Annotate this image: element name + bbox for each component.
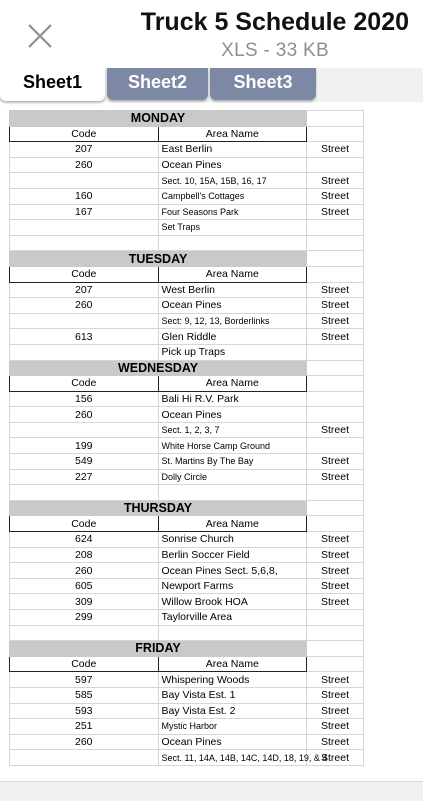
- area-name-cell[interactable]: Dolly Circle: [158, 469, 307, 485]
- area-name-cell[interactable]: Sect. 1, 2, 3, 7: [158, 422, 307, 438]
- table-row: [10, 142, 364, 158]
- empty-cell: [307, 656, 364, 672]
- code-cell[interactable]: 585: [10, 687, 159, 703]
- area-name-cell[interactable]: [158, 485, 307, 501]
- area-name-cell[interactable]: Ocean Pines: [158, 407, 307, 423]
- table-row: [10, 734, 364, 750]
- table-row: [10, 454, 364, 470]
- day-header-row: [10, 251, 364, 267]
- service-type-cell[interactable]: Street: [307, 469, 364, 485]
- service-type-cell[interactable]: Street: [307, 298, 364, 314]
- code-cell[interactable]: 208: [10, 547, 159, 563]
- service-type-cell[interactable]: Street: [307, 703, 364, 719]
- service-type-cell[interactable]: Street: [307, 547, 364, 563]
- area-name-cell[interactable]: Campbell's Cottages: [158, 188, 307, 204]
- day-name: WEDNESDAY: [10, 360, 307, 376]
- code-cell[interactable]: [10, 625, 159, 641]
- code-column-header: Code: [10, 376, 159, 392]
- area-name-cell[interactable]: Ocean Pines Sect. 5,6,8,: [158, 563, 307, 579]
- service-type-cell[interactable]: [307, 625, 364, 641]
- column-header-row: [10, 126, 364, 142]
- area-name-cell[interactable]: White Horse Camp Ground: [158, 438, 307, 454]
- service-type-cell[interactable]: Street: [307, 563, 364, 579]
- empty-cell: [307, 641, 364, 657]
- area-name-column-header: Area Name: [158, 126, 307, 142]
- document-file-info: XLS - 33 KB: [221, 40, 329, 61]
- table-row: [10, 157, 364, 173]
- table-row: [10, 282, 364, 298]
- empty-cell: [307, 266, 364, 282]
- table-row: [10, 547, 364, 563]
- empty-cell: [307, 111, 364, 127]
- code-column-header: Code: [10, 266, 159, 282]
- code-cell[interactable]: [10, 485, 159, 501]
- area-name-cell[interactable]: Pick up Traps: [158, 344, 307, 360]
- table-row: [10, 422, 364, 438]
- table-row: [10, 204, 364, 220]
- area-name-cell[interactable]: Ocean Pines: [158, 734, 307, 750]
- day-name: FRIDAY: [10, 641, 307, 657]
- table-row: [10, 610, 364, 626]
- table-row: [10, 220, 364, 236]
- code-cell[interactable]: 207: [10, 142, 159, 158]
- table-row: [10, 532, 364, 548]
- area-name-cell[interactable]: Four Seasons Park: [158, 204, 307, 220]
- table-row: [10, 391, 364, 407]
- table-row: [10, 344, 364, 360]
- table-row: [10, 485, 364, 501]
- area-name-cell[interactable]: Sonrise Church: [158, 532, 307, 548]
- service-type-cell[interactable]: Street: [307, 422, 364, 438]
- area-name-cell[interactable]: [158, 625, 307, 641]
- code-cell[interactable]: 251: [10, 719, 159, 735]
- service-type-cell[interactable]: Street: [307, 454, 364, 470]
- service-type-cell[interactable]: [307, 391, 364, 407]
- service-type-cell[interactable]: [307, 610, 364, 626]
- code-cell[interactable]: [10, 422, 159, 438]
- tab-sheet3[interactable]: Sheet3: [210, 68, 316, 100]
- spreadsheet-grid[interactable]: [9, 110, 364, 766]
- area-name-cell[interactable]: Ocean Pines: [158, 298, 307, 314]
- empty-cell: [307, 251, 364, 267]
- area-name-cell[interactable]: Bay Vista Est. 2: [158, 703, 307, 719]
- area-name-cell[interactable]: West Berlin: [158, 282, 307, 298]
- code-cell[interactable]: 227: [10, 469, 159, 485]
- empty-cell: [307, 516, 364, 532]
- service-type-cell[interactable]: [307, 157, 364, 173]
- table-row: [10, 235, 364, 251]
- area-name-cell[interactable]: Set Traps: [158, 220, 307, 236]
- table-row: [10, 672, 364, 688]
- schedule-table-body: [10, 111, 364, 766]
- day-name: MONDAY: [10, 111, 307, 127]
- code-cell[interactable]: 199: [10, 438, 159, 454]
- service-type-cell[interactable]: Street: [307, 313, 364, 329]
- service-type-cell[interactable]: [307, 407, 364, 423]
- close-icon[interactable]: [26, 22, 54, 50]
- code-column-header: Code: [10, 656, 159, 672]
- area-name-column-header: Area Name: [158, 266, 307, 282]
- code-cell[interactable]: [10, 235, 159, 251]
- table-row: [10, 594, 364, 610]
- table-row: [10, 298, 364, 314]
- area-name-cell[interactable]: Bali Hi R.V. Park: [158, 391, 307, 407]
- code-cell[interactable]: [10, 344, 159, 360]
- area-name-cell[interactable]: Whispering Woods: [158, 672, 307, 688]
- code-cell[interactable]: [10, 313, 159, 329]
- code-cell[interactable]: 593: [10, 703, 159, 719]
- service-type-cell[interactable]: [307, 344, 364, 360]
- code-cell[interactable]: 260: [10, 407, 159, 423]
- column-header-row: [10, 376, 364, 392]
- code-cell[interactable]: 605: [10, 578, 159, 594]
- service-type-cell[interactable]: [307, 220, 364, 236]
- area-name-cell[interactable]: Sect. 10, 15A, 15B, 16, 17: [158, 173, 307, 189]
- code-cell[interactable]: 260: [10, 157, 159, 173]
- code-cell[interactable]: 207: [10, 282, 159, 298]
- code-cell[interactable]: [10, 220, 159, 236]
- service-type-cell[interactable]: Street: [307, 719, 364, 735]
- area-name-cell[interactable]: Mystic Harbor: [158, 719, 307, 735]
- empty-cell: [307, 360, 364, 376]
- sheet-tabs: [0, 68, 423, 102]
- table-row: [10, 313, 364, 329]
- service-type-cell[interactable]: Street: [307, 204, 364, 220]
- code-cell[interactable]: 260: [10, 563, 159, 579]
- table-row: [10, 438, 364, 454]
- area-name-cell[interactable]: Glen Riddle: [158, 329, 307, 345]
- service-type-cell[interactable]: [307, 235, 364, 251]
- column-header-row: [10, 656, 364, 672]
- column-header-row: [10, 266, 364, 282]
- code-cell[interactable]: 309: [10, 594, 159, 610]
- day-name: THURSDAY: [10, 500, 307, 516]
- code-cell[interactable]: 260: [10, 734, 159, 750]
- day-header-row: [10, 111, 364, 127]
- area-name-cell[interactable]: [158, 235, 307, 251]
- code-cell[interactable]: 613: [10, 329, 159, 345]
- code-cell[interactable]: 624: [10, 532, 159, 548]
- table-row: [10, 578, 364, 594]
- area-name-column-header: Area Name: [158, 656, 307, 672]
- table-row: [10, 687, 364, 703]
- empty-cell: [307, 376, 364, 392]
- table-row: [10, 750, 364, 766]
- table-row: [10, 469, 364, 485]
- day-header-row: [10, 360, 364, 376]
- area-name-cell[interactable]: Newport Farms: [158, 578, 307, 594]
- service-type-cell[interactable]: [307, 438, 364, 454]
- day-header-row: [10, 641, 364, 657]
- area-name-column-header: Area Name: [158, 376, 307, 392]
- table-row: [10, 173, 364, 189]
- bottom-bar: [0, 781, 423, 801]
- area-name-cell[interactable]: Bay Vista Est. 1: [158, 687, 307, 703]
- code-cell[interactable]: 260: [10, 298, 159, 314]
- service-type-cell[interactable]: Street: [307, 672, 364, 688]
- code-cell[interactable]: 167: [10, 204, 159, 220]
- empty-cell: [307, 126, 364, 142]
- service-type-cell[interactable]: Street: [307, 188, 364, 204]
- service-type-cell[interactable]: [307, 485, 364, 501]
- code-cell[interactable]: 299: [10, 610, 159, 626]
- area-name-cell[interactable]: Sect: 9, 12, 13, Borderlinks: [158, 313, 307, 329]
- table-row: [10, 407, 364, 423]
- service-type-cell[interactable]: Street: [307, 734, 364, 750]
- service-type-cell[interactable]: Street: [307, 687, 364, 703]
- document-title: Truck 5 Schedule 2020: [140, 8, 409, 36]
- code-cell[interactable]: 156: [10, 391, 159, 407]
- service-type-cell[interactable]: Street: [307, 142, 364, 158]
- tab-sheet2[interactable]: Sheet2: [107, 68, 208, 100]
- area-name-cell[interactable]: Berlin Soccer Field: [158, 547, 307, 563]
- area-name-cell[interactable]: Ocean Pines: [158, 157, 307, 173]
- service-type-cell[interactable]: Street: [307, 532, 364, 548]
- code-column-header: Code: [10, 126, 159, 142]
- area-name-column-header: Area Name: [158, 516, 307, 532]
- code-cell[interactable]: 597: [10, 672, 159, 688]
- area-name-cell[interactable]: East Berlin: [158, 142, 307, 158]
- area-name-cell[interactable]: Willow Brook HOA: [158, 594, 307, 610]
- area-name-cell[interactable]: St. Martins By The Bay: [158, 454, 307, 470]
- tab-sheet1[interactable]: Sheet1: [0, 68, 105, 101]
- code-cell[interactable]: [10, 173, 159, 189]
- service-type-cell[interactable]: Street: [307, 329, 364, 345]
- day-name: TUESDAY: [10, 251, 307, 267]
- service-type-cell[interactable]: Street: [307, 750, 364, 766]
- column-header-row: [10, 516, 364, 532]
- code-column-header: Code: [10, 516, 159, 532]
- empty-cell: [307, 500, 364, 516]
- service-type-cell[interactable]: Street: [307, 282, 364, 298]
- document-header: [0, 0, 423, 69]
- service-type-cell[interactable]: Street: [307, 594, 364, 610]
- day-header-row: [10, 500, 364, 516]
- table-row: [10, 188, 364, 204]
- service-type-cell[interactable]: Street: [307, 173, 364, 189]
- area-name-cell[interactable]: Sect. 11, 14A, 14B, 14C, 14D, 18, 19, & 4: [158, 750, 307, 766]
- code-cell[interactable]: 160: [10, 188, 159, 204]
- table-row: [10, 329, 364, 345]
- table-row: [10, 719, 364, 735]
- table-row: [10, 703, 364, 719]
- area-name-cell[interactable]: Taylorville Area: [158, 610, 307, 626]
- service-type-cell[interactable]: Street: [307, 578, 364, 594]
- table-row: [10, 625, 364, 641]
- code-cell[interactable]: 549: [10, 454, 159, 470]
- table-row: [10, 563, 364, 579]
- code-cell[interactable]: [10, 750, 159, 766]
